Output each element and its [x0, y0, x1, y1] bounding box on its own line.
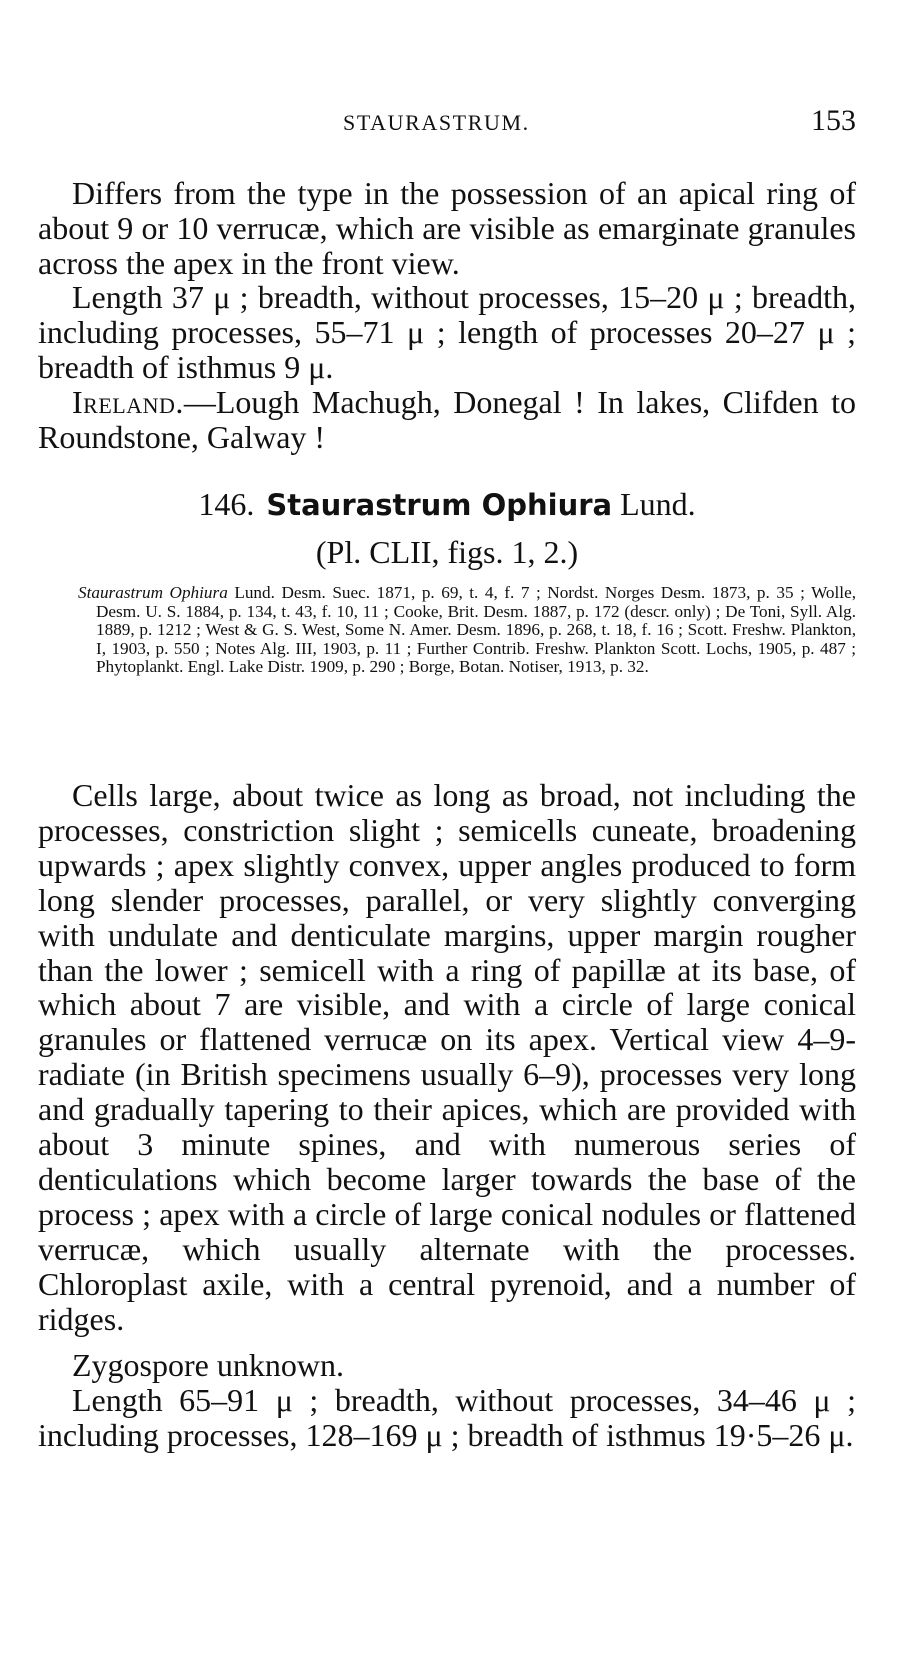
- species-author: Lund.: [620, 486, 696, 522]
- plate-reference: (Pl. CLII, figs. 1, 2.): [315, 534, 579, 570]
- references-species-name: Staurastrum Ophiura: [78, 583, 228, 602]
- book-page: [38, 0, 856, 1678]
- distribution-paragraph: [38, 385, 856, 455]
- synonymy-references: [78, 584, 856, 677]
- species-name: Staurastrum Ophiura: [266, 488, 613, 522]
- running-title: STAURASTRUM.: [343, 110, 530, 135]
- species-heading: [38, 485, 856, 524]
- species-measurements-paragraph: Length 65–91 μ ; breadth, without processes, 34–46 μ ; including processes, 128–169 μ ; breadth of isthmus 19·5–26 μ.: [38, 1382, 856, 1453]
- variety-description-paragraph: Differs from the type in the possession of an apical ring of about 9 or 10 verrucæ, which are visible as emarginate granules across the apex in the front view.: [38, 175, 856, 281]
- zygospore-paragraph: Zygospore unknown.: [72, 1347, 344, 1383]
- distribution-localities: —Lough Machugh, Donegal ! In lakes, Clifden to Roundstone, Galway !: [38, 384, 856, 455]
- species-number: 146.: [198, 486, 255, 522]
- references-citations: Lund. Desm. Suec. 1871, p. 69, t. 4, f. 7 ; Nordst. Norges Desm. 1873, p. 35 ; Wolle, Desm. U. S. 1884, p. 134, t. 43, f. 10, 11 ; Cooke, Brit. Desm. 1887, p. 172 (descr. only) ; De Toni, Syll. Alg. 1889, p. 1212 ; West & G. S. West, Some N. Amer. Desm. 1896, p. 268, t. 18, f. 16 ; Scott. Freshw. Plankton, I, 1903, p. 550 ; Notes Alg. III, 1903, p. 11 ; Further Contrib. Freshw. Plankton Scott. Lochs, 1905, p. 487 ; Phytoplankt. Engl. Lake Distr. 1909, p. 290 ; Borge, Botan. Notiser, 1913, p. 32.: [96, 583, 856, 676]
- variety-measurements-paragraph: Length 37 μ ; breadth, without processes, 15–20 μ ; breadth, including processes, 55–71 μ ; length of processes 20–27 μ ; breadth of isthmus 9 μ.: [38, 279, 856, 385]
- distribution-region-label: Ireland.: [72, 384, 184, 420]
- species-description-paragraph: Cells large, about twice as long as broad, not including the processes, constriction slight ; semicells cuneate, broadening upwards ; apex slightly convex, upper angles produced to form long slender processes, parallel, or very slightly converging with undulate and denticulate margins, upper margin rougher than the lower ; semicell with a ring of papillæ at its base, of which about 7 are visible, and with a circle of large conical granules or flattened verrucæ on its apex. Vertical view 4–9-radiate (in British specimens usually 6–9), processes very long and gradually tapering to their apices, which are provided with about 3 minute spines, and with numerous series of denticulations which become larger towards the base of the process ; apex with a circle of large conical nodules or flattened verrucæ, which usually alternate with the processes. Chloroplast axile, with a central pyrenoid, and a number of ridges.: [38, 777, 856, 1337]
- page-number: 153: [811, 104, 856, 137]
- running-head: [38, 104, 856, 144]
